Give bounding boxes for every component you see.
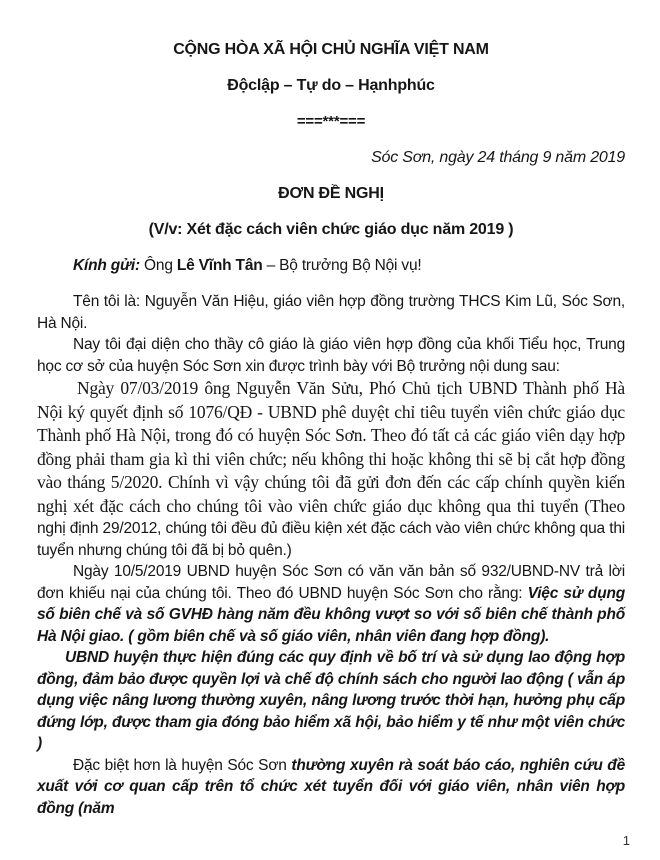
salutation-label: Kính gửi: [73,257,140,274]
salutation-post-name: – Bộ trưởng Bộ Nội vụ! [262,257,422,274]
national-motto: Độclập – Tự do – Hạnhphúc [227,77,435,94]
paragraph-representation: Nay tôi đại diện cho thầy cô giáo là giáo viên hợp đồng của khối Tiểu học, Trung học cơ sở của huyện Sóc Sơn xin được trình bày với Bộ trưởng nội dung sau: [37,336,625,375]
paragraph-district-reply-regular-run: Ngày 10/5/2019 UBND huyện Sóc Sơn có văn văn bản số 932/UBND-NV trả lời đơn khiếu nại của chúng tôi. Theo đó UBND huyện Sóc Sơn cho rằng: [37,563,625,602]
paragraph-decision-serif-run: Ngày 07/03/2019 ông Nguyễn Văn Sửu, Phó Chủ tịch UBND Thành phố Hà Nội ký quyết định số 1076/QĐ - UBND phê duyệt chỉ tiêu tuyển viên chức giáo dục Thành phố Hà Nội, trong đó có huyện Sóc Sơn. Theo đó tất cả các giáo viên dạy hợp đồng phải tham gia kì thi viên chức; nếu không thi hoặc không thi sẽ bị cắt hợp đồng vào tháng 5/2020. Chính vì vậy chúng tôi đã gửi đơn đến các cấp chính quyền kiến nghị xét đặc cách cho chúng tôi vào viên chức giáo dục không qua thi tuyển (Theo [37,378,625,516]
dateline: Sóc Sơn, ngày 24 tháng 9 năm 2019 [371,149,625,166]
paragraph-special-regular-run: Đặc biệt hơn là huyện Sóc Sơn [73,756,292,774]
paragraph-special [37,755,625,820]
document-subject: (V/v: Xét đặc cách viên chức giáo dục năm 2019 ) [148,221,514,238]
salutation-pre-name: Ông [139,257,177,274]
header-divider: ===***=== [296,113,366,130]
paragraph-decision-sans-run: nghị định 29/2012, chúng tôi đều đủ điều kiện xét đặc cách vào viên chức không qua thi tuyển nhưng chúng tôi đã bị bỏ quên.) [37,520,625,559]
page-number: 1 [622,833,630,848]
paragraph-district-reply [37,561,625,647]
paragraph-decision [37,377,625,561]
paragraph-policy: UBND huyện thực hiện đúng các quy định về bố trí và sử dụng lao động hợp đồng, đảm bảo được quyền lợi và chế độ chính sách cho người lao động ( vẫn áp dụng việc nâng lương thường xuyên, nâng lương trước thời hạn, hưởng phụ cấp đứng lớp, được tham gia đóng bảo hiểm xã hội, bảo hiểm y tế như một viên chức ) [37,649,625,752]
paragraph-introduction: Tên tôi là: Nguyễn Văn Hiệu, giáo viên hợp đồng trường THCS Kim Lũ, Sóc Sơn, Hà Nội. [37,293,625,332]
recipient-name: Lê Vĩnh Tân [176,257,263,274]
paragraph-special-emphasis-run: thường xuyên rà soát báo cáo, nghiên cứu đề xuất với cơ quan cấp trên tổ chức xét tuyển đối với giáo viên, nhân viên hợp đồng (năm [37,756,625,817]
document-title: ĐƠN ĐỀ NGHỊ [278,185,384,202]
national-title: CỘNG HÒA XÃ HỘI CHỦ NGHĨA VIỆT NAM [173,41,489,58]
salutation-line [37,256,625,275]
paragraph-district-reply-emphasis-run: Việc sử dụng số biên chế và số GVHĐ hàng năm đều không vượt so với số biên chế thành phố Hà Nội giao. ( gồm biên chế và số giáo viên, nhân viên đang hợp đồng). [37,584,625,645]
